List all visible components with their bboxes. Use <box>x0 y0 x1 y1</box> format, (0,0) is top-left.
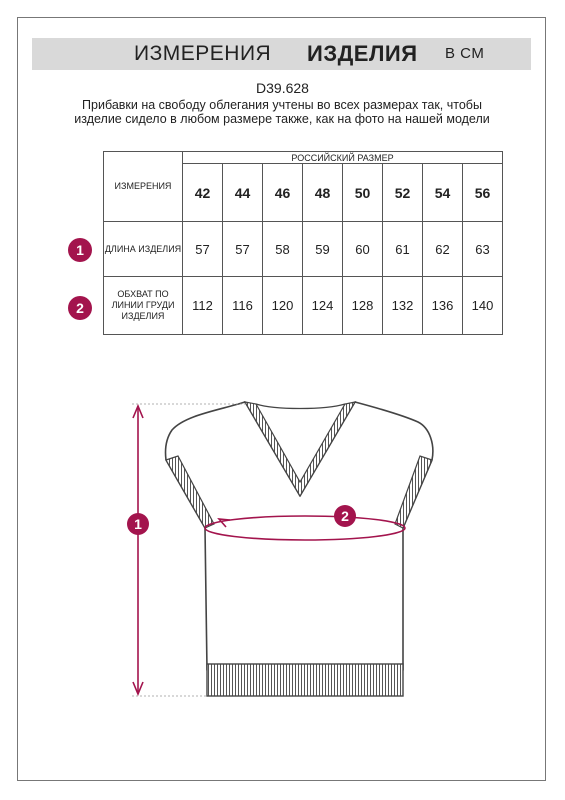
size-header-cell: 42 <box>183 164 223 222</box>
table-cell: 120 <box>263 277 303 335</box>
table-cell: 62 <box>423 222 463 277</box>
table-cell: 61 <box>383 222 423 277</box>
size-header-cell: 56 <box>463 164 503 222</box>
length-badge: 1 <box>68 238 92 262</box>
size-header-cell: 46 <box>263 164 303 222</box>
vest-body <box>166 402 433 670</box>
table-cell: 116 <box>223 277 263 335</box>
fit-note: Прибавки на свободу облегания учтены во всех размерах так, чтобы изделие сидело в любом размере также, как на фото на нашей модели <box>74 98 490 126</box>
length-marker-label: 1 <box>134 516 142 532</box>
table-cell: 58 <box>263 222 303 277</box>
table-cell: 112 <box>183 277 223 335</box>
chest-badge: 2 <box>68 296 92 320</box>
size-header-cell: 44 <box>223 164 263 222</box>
table-cell: 60 <box>343 222 383 277</box>
table-cell: 63 <box>463 222 503 277</box>
size-system-header: РОССИЙСКИЙ РАЗМЕР <box>183 152 503 164</box>
size-header-cell: 54 <box>423 164 463 222</box>
table-cell: 124 <box>303 277 343 335</box>
title-units: В СМ <box>445 45 485 62</box>
size-header-cell: 50 <box>343 164 383 222</box>
table-cell: 136 <box>423 277 463 335</box>
row-label-chest: ОБХВАТ ПО ЛИНИИ ГРУДИ ИЗДЕЛИЯ <box>104 277 183 335</box>
back-neck <box>256 404 345 409</box>
table-cell: 57 <box>223 222 263 277</box>
chest-marker-label: 2 <box>341 508 349 524</box>
hem-ribbing <box>207 664 403 696</box>
corner-label: ИЗМЕРЕНИЯ <box>104 152 183 222</box>
table-cell: 132 <box>383 277 423 335</box>
table-cell: 128 <box>343 277 383 335</box>
title-garment: ИЗДЕЛИЯ <box>307 41 418 66</box>
table-cell: 140 <box>463 277 503 335</box>
table-cell: 59 <box>303 222 343 277</box>
title-measurements: ИЗМЕРЕНИЯ <box>134 42 272 65</box>
row-label-length: ДЛИНА ИЗДЕЛИЯ <box>104 222 183 277</box>
article-number: D39.628 <box>256 80 309 96</box>
size-header-cell: 48 <box>303 164 343 222</box>
table-cell: 57 <box>183 222 223 277</box>
size-header-cell: 52 <box>383 164 423 222</box>
